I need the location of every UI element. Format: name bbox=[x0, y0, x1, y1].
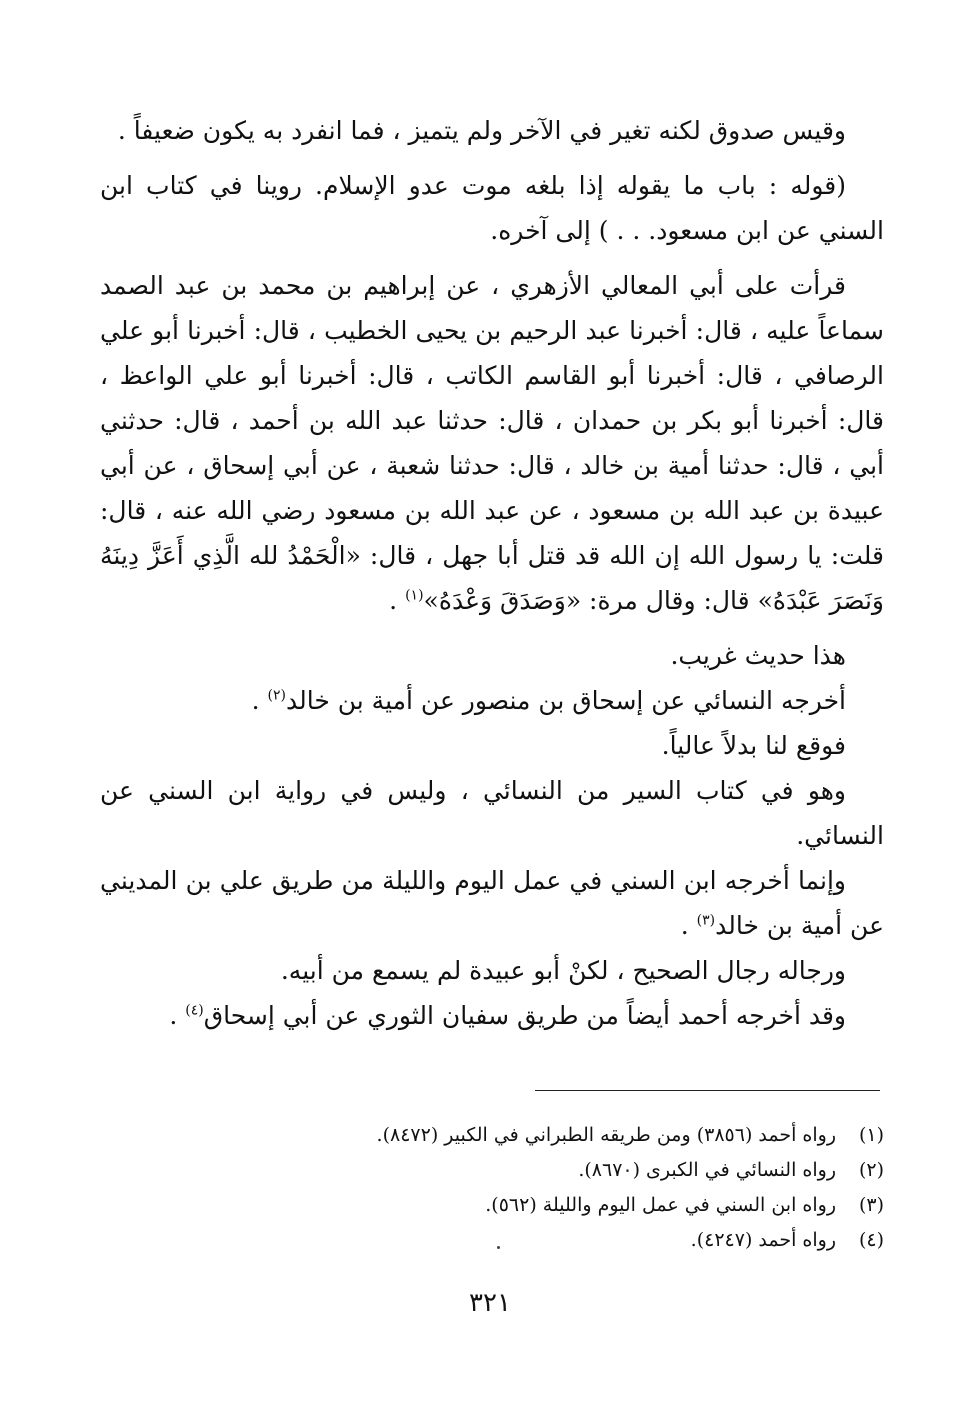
paragraph-text: وقد أخرجه أحمد أيضاً من طريق سفيان الثوري عن أبي إسحاق bbox=[203, 1001, 846, 1030]
footnote bbox=[324, 1153, 884, 1188]
footnote-number: (١) bbox=[858, 1124, 884, 1146]
paragraph bbox=[100, 723, 884, 768]
footnote-divider bbox=[535, 1090, 880, 1091]
page-number: ٣٢١ bbox=[469, 1288, 511, 1318]
paragraph-text: وإنما أخرجه ابن السني في عمل اليوم والليلة من طريق علي بن المديني عن أمية بن خالد bbox=[100, 866, 884, 940]
footnote-text: رواه أحمد (٤٢٤٧). bbox=[690, 1229, 836, 1251]
paragraph-text: قرأت على أبي المعالي الأزهري ، عن إبراهيم بن محمد بن عبد الصمد سماعاً عليه ، قال: أخبرنا عبد الرحيم بن يحيى الخطيب ، قال: أخبرنا أبو علي الرصافي ، قال: أخبرنا أبو القاسم الكاتب ، قال: أخبرنا أبو علي الواعظ ، قال: أخبرنا أبو بكر بن حمدان ، قال: حدثنا عبد الله بن أحمد ، قال: حدثني أبي ، قال: حدثنا أمية بن خالد ، قال: حدثنا شعبة ، عن أبي إسحاق ، عن أبي عبيدة بن عبد الله بن مسعود ، عن عبد الله بن مسعود رضي الله عنه ، قال: قلت: يا رسول الله إن الله قد قتل أبا جهل ، قال: «الْحَمْدُ لله الَّذِي أَعَزَّ دِينَهُ وَنَصَرَ عَبْدَهُ» قال: وقال مرة: «وَصَدَقَ وَعْدَهُ» bbox=[100, 271, 884, 615]
isnad-paragraph: قرأت على أبي المعالي الأزهري ، عن إبراهيم بن محمد بن عبد الصمد سماعاً عليه ، قال: أخبرنا عبد الرحيم بن يحيى الخطيب ، قال: أخبرنا أبو علي الرصافي ، قال: أخبرنا أبو القاسم الكاتب ، قال: أخبرنا أبو علي الواعظ ، قال: أخبرنا أبو بكر بن حمدان ، قال: حدثنا عبد الله بن أحمد ، قال: حدثني أبي ، قال: حدثنا أمية بن خالد ، قال: حدثنا شعبة ، عن أبي إسحاق ، عن أبي عبيدة بن عبد الله بن مسعود ، عن عبد الله بن مسعود رضي الله عنه ، قال: قلت: يا رسول الله إن الله قد قتل أبا جهل ، قال: «الْحَمْدُ لله الَّذِي أَعَزَّ دِينَهُ وَنَصَرَ عَبْدَهُ» قال: وقال مرة: «وَصَدَقَ وَعْدَهُ»$^{(١)}$ . bbox=[100, 271, 884, 615]
footnote bbox=[324, 1223, 884, 1258]
paragraph-text: ورجاله رجال الصحيح ، لكنْ أبو عبيدة لم يسمع من أبيه. bbox=[280, 956, 846, 985]
paragraph-text: وهو في كتاب السير من النسائي ، وليس في رواية ابن السني عن النسائي. bbox=[100, 776, 884, 850]
paragraph-text: هذا حديث غريب. bbox=[670, 641, 846, 670]
footnote-ref: (٤) bbox=[185, 1002, 204, 1019]
footnote-ref: (٣) bbox=[696, 912, 716, 929]
footnote-text: رواه ابن السني في عمل اليوم والليلة (٥٦٢). bbox=[485, 1194, 836, 1216]
paragraph bbox=[100, 768, 884, 858]
footnote-ref: (٢) bbox=[267, 687, 286, 704]
paragraph: وإنما أخرجه ابن السني في عمل اليوم والليلة من طريق علي بن المديني عن أمية بن خالد$^{(٣)}$ . bbox=[100, 866, 884, 940]
paragraph bbox=[100, 163, 884, 253]
paragraph-text: فوقع لنا بدلاً عالياً. bbox=[661, 731, 846, 760]
paragraph bbox=[100, 633, 884, 678]
footnote bbox=[324, 1118, 884, 1153]
paragraph-text: أخرجه النسائي عن إسحاق بن منصور عن أمية بن خالد bbox=[285, 686, 846, 715]
paragraph: أخرجه النسائي عن إسحاق بن منصور عن أمية بن خالد$^{(٢)}$ . bbox=[251, 686, 846, 715]
paragraph-text: وقيس صدوق لكنه تغير في الآخر ولم يتميز ، فما انفرد به يكون ضعيفاً . bbox=[117, 116, 846, 145]
paragraph-text: (قوله : باب ما يقوله إذا بلغه موت عدو الإسلام. روينا في كتاب ابن السني عن ابن مسعود. . . ) إلى آخره. bbox=[100, 171, 884, 245]
footnote-text: رواه النسائي في الكبرى (٨٦٧٠). bbox=[578, 1159, 836, 1181]
paragraph bbox=[100, 108, 884, 153]
footnote-text: رواه أحمد (٣٨٥٦) ومن طريقه الطبراني في الكبير (٨٤٧٢). bbox=[376, 1124, 836, 1146]
footnote bbox=[324, 1188, 884, 1223]
footnote-number: (٤) bbox=[858, 1229, 884, 1251]
main-text bbox=[100, 108, 884, 1038]
footnote-number: (٢) bbox=[858, 1159, 884, 1181]
paragraph: وقد أخرجه أحمد أيضاً من طريق سفيان الثوري عن أبي إسحاق$^{(٤)}$ . bbox=[169, 1001, 846, 1030]
footnote-number: (٣) bbox=[858, 1194, 884, 1216]
footnote-ref: (١) bbox=[405, 587, 424, 604]
paragraph bbox=[100, 948, 884, 993]
footnotes bbox=[324, 1118, 884, 1258]
scan-speck bbox=[497, 1246, 500, 1249]
